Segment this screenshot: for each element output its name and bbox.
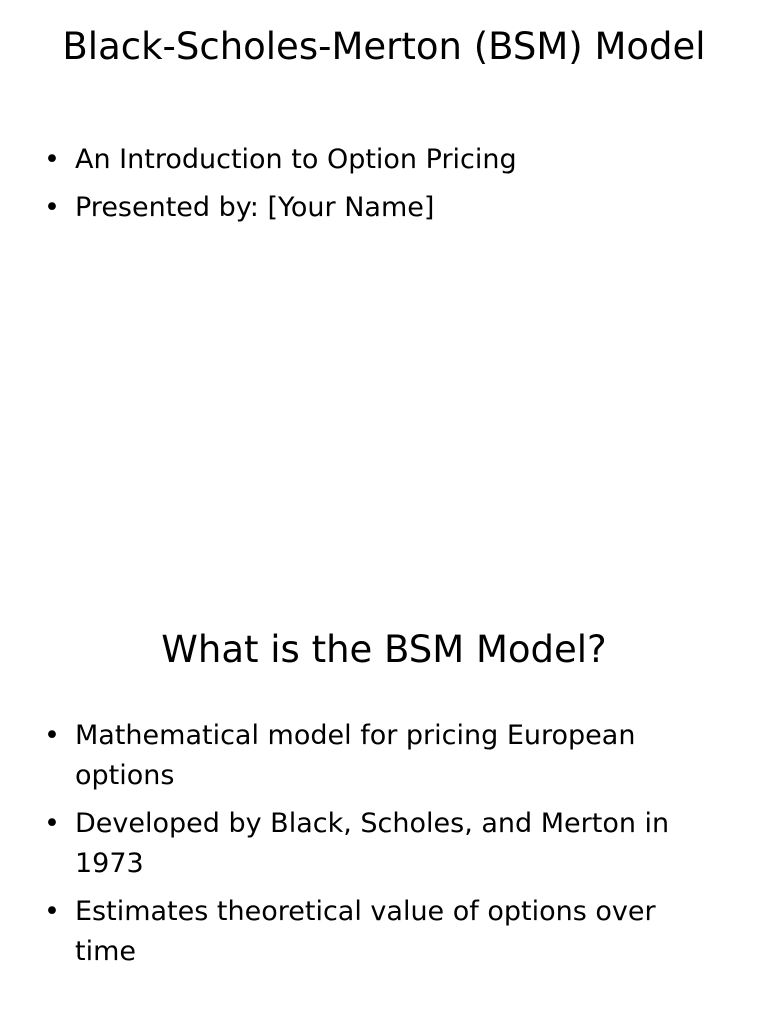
- bullet-text: Presented by: [Your Name]: [75, 192, 435, 223]
- bullet-icon: •: [44, 144, 60, 175]
- bullet-list: [44, 140, 704, 236]
- bullet-item: [44, 188, 704, 228]
- bullet-icon: •: [44, 896, 60, 927]
- bullet-item: [44, 804, 704, 884]
- bullet-icon: •: [44, 720, 60, 751]
- slide-title: Black-Scholes-Merton (BSM) Model: [62, 25, 706, 68]
- slide-title: What is the BSM Model?: [161, 628, 607, 671]
- bullet-icon: •: [44, 808, 60, 839]
- bullet-text: Estimates theoretical value of options over time: [75, 896, 656, 967]
- bullet-icon: •: [44, 192, 60, 223]
- bullet-text: Developed by Black, Scholes, and Merton in 1973: [75, 808, 670, 879]
- bullet-text: Mathematical model for pricing European options: [75, 720, 636, 791]
- bullet-list: [44, 716, 704, 980]
- bullet-item: [44, 716, 704, 796]
- bullet-item: [44, 140, 704, 180]
- bullet-text: An Introduction to Option Pricing: [75, 144, 517, 175]
- slide-2: [0, 576, 768, 1024]
- bullet-item: [44, 892, 704, 972]
